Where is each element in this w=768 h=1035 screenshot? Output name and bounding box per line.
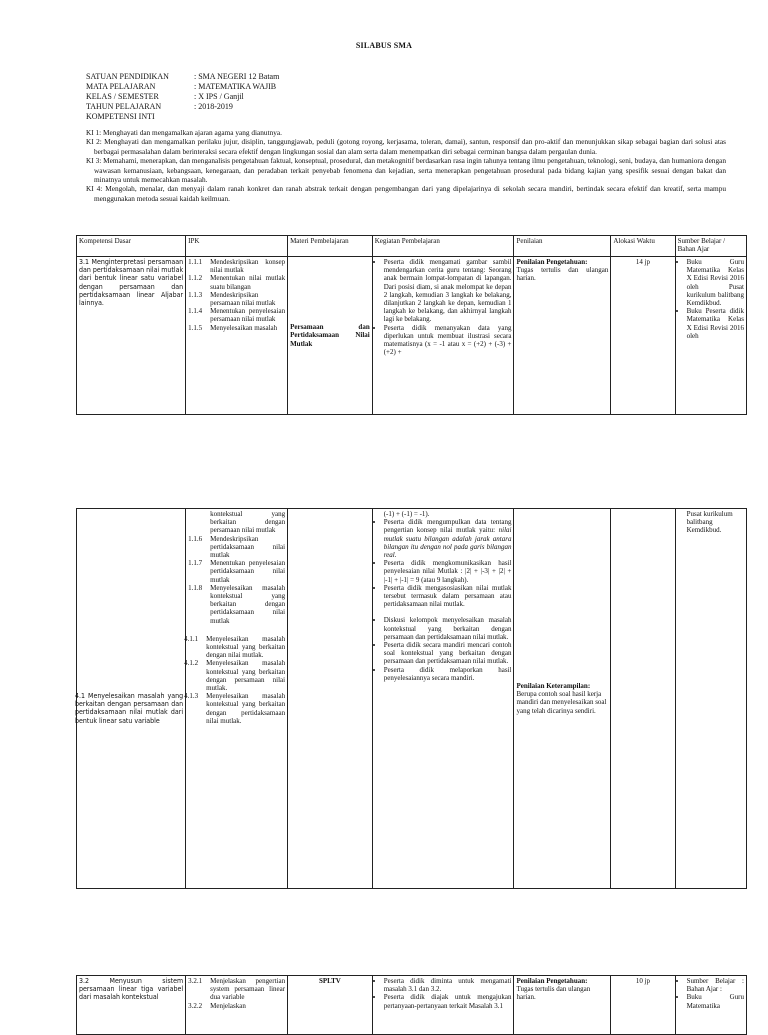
kegiatan-cell: (-1) + (-1) = -1). • Peserta didik mengumpulkan data tentang pengertian konsep nilai mutlak yaitu: nilai mutlak suatu bilangan adalah jarak antara bilangan itu dengan nol pada garis bilangan real. • Peserta didik mengkomunikasikan hasil penyelesaian nilai Mutlak : |2| + |-3| + |2| + |-1| + |-1| = 9 (atau 9 langkah). • Peserta didik mengasosiasikan nilai mutlak tersebut termasuk dalam persamaan atau pertidaksamaan nilai mutlak. • Diskusi kelompok menyelesaikan masalah kontekstual yang berkaitan dengan persamaan dan pertidaksamaan nilai mutlak. • Peserta didik secara mandiri mencari contoh soal kontekstual yang berkaitan dengan persamaan dan pertidaksamaan nilai mutlak. • Peserta didik melaporkan hasil penyelesaiannya secara mandiri.: [372, 509, 514, 889]
ipk-cell: [186, 257, 288, 415]
header-penilaian: Penilaian: [514, 236, 611, 257]
sumber-cell: Pusat kurikulum balitbang Kemdikbud.: [675, 509, 746, 889]
list-item: • Peserta didik diminta untuk mengamati masalah 3.1 dan 3.2.: [384, 977, 512, 993]
list-item: • Peserta didik mengumpulkan data tentang pengertian konsep nilai mutlak yaitu: nilai mutlak suatu bilangan adalah jarak antara bilangan itu dengan nol pada garis bilangan real.: [384, 518, 512, 559]
header-kompetensi-dasar: Kompetensi Dasar: [77, 236, 186, 257]
penilaian-cell: Penilaian Pengetahuan: Tugas tertulis dan ulangan harian.: [514, 976, 611, 1035]
list-item: • Diskusi kelompok menyelesaikan masalah kontekstual yang berkaitan dengan persamaan dan pertidaksamaan nilai mutlak.: [384, 616, 512, 641]
materi-cell: Persamaan dan Pertidaksamaan Nilai Mutlak: [288, 257, 373, 415]
kd-cell: 3.1 Menginterpretasi persamaan dan pertidaksamaan nilai mutlak dari bentuk linear satu variabel dengan persamaan dan pertidaksamaan linear Aljabar lainnya.: [77, 257, 186, 415]
ipk-item: 1.1.2 Menentukan nilai mutlak suatu bilangan: [188, 274, 286, 291]
alokasi-cell: 14 jp: [611, 257, 675, 415]
ipk-item: 1.1.6 Mendeskripsikan pertidaksamaan nilai mutlak: [188, 534, 286, 560]
materi-cell: [288, 509, 373, 889]
ipk-item: 1.1.3 Mendeskripsikan persamaan nilai mutlak: [188, 290, 276, 308]
meta-row: SATUAN PENDIDIKAN : SMA NEGERI 12 Batam: [86, 72, 280, 81]
ipk-item: 1.1.5 Menyelesaikan masalah: [188, 323, 278, 332]
ipk-item: 4.1.1 Menyelesaikan masalah kontekstual yang berkaitan dengan nilai mutlak.: [184, 634, 286, 660]
header-sumber: Sumber Belajar / Bahan Ajar: [675, 236, 746, 257]
list-item: • Peserta didik secara mandiri mencari contoh soal kontekstual yang berkaitan dengan persamaan dan pertidaksamaan nilai mutlak.: [384, 641, 512, 666]
list-item: • Peserta didik menanyakan data yang diperlukan untuk membuat ilustrasi secara matematisnya (x = -1 atau x = (+2) + (-3) + (+2) +: [384, 324, 512, 357]
meta-row: KOMPETENSI INTI: [86, 112, 155, 121]
ipk-item: 1.1.8 Menyelesaikan masalah kontekstual yang berkaitan dengan pertidaksamaan nilai mutlak: [188, 583, 286, 625]
syllabus-table-2: [76, 508, 747, 889]
syllabus-table-1: [76, 235, 747, 415]
list-item: • Peserta didik mengamati gambar sambil mendengarkan cerita guru tentang: Seorang anak bermain lompat-lompatan di lapangan. Dari posisi diam, si anak melompat ke depan 2 langkah, kemudian 3 langkah ke belakang, dilanjutkan 2 langkah ke depan, kemudian 1 langkah ke belakang, dan akhirnyal langkah lagi ke belakang.: [384, 258, 512, 324]
kd-cell: 3.2 Menyusun sistem persamaan linear tiga variabel dari masalah kontekstual: [77, 976, 186, 1035]
penilaian-cell: Penilaian Keterampilan: Berupa contoh soal hasil kerja mandiri dan menyelesaikan soal yang telah dicarinya sendiri.: [514, 509, 611, 889]
meta-row: KELAS / SEMESTER : X IPS / Ganjil: [86, 92, 244, 101]
sumber-cell: [675, 976, 746, 1035]
ki-4: KI 4: Mengolah, menalar, dan menyaji dalam ranah konkret dan ranah abstrak terkait dengan pengembangan dari yang dipelajarinya di sekolah secara mandiri, bertindak secara efektif dan kreatif, serta mampu menggunakan metoda sesuai kaidah keilmuan.: [86, 184, 726, 203]
sumber-cell: [675, 257, 746, 415]
header-alokasi: Alokasi Waktu: [611, 236, 675, 257]
kd-cell: 4.1 Menyelesaikan masalah yang berkaitan dengan persamaan dan pertidaksamaan nilai mutlak dari bentuk linear satu variable: [77, 509, 186, 889]
header-ipk: IPK: [186, 236, 288, 257]
kompetensi-inti-list: [86, 128, 726, 203]
ipk-cell: [186, 976, 288, 1035]
alokasi-cell: 10 jp: [611, 976, 675, 1035]
ipk-cell: kontekstual yang berkaitan dengan persamaan nilai mutlak 1.1.6 Mendeskripsikan pertidaksamaan nilai mutlak 1.1.7 Menentukan penyelesaian pertidaksamaan nilai mutlak 1.1.8 Menyelesaikan masalah kontekstual yang berkaitan dengan pertidaksamaan nilai mutlak 4.1.1 Menyelesaikan masalah kontekstual yang berkaitan dengan nilai mutlak. 4.1.2 Menyelesaikan masalah kontekstual yang berkaitan dengan persamaan nilai mutlak. 4.1.3 Menyelesaikan masalah kontekstual yang berkaitan dengan pertidaksamaan nilai mutlak.: [186, 509, 288, 889]
list-item: • Peserta didik mengkomunikasikan hasil penyelesaian nilai Mutlak : |2| + |-3| + |2| + |-1| + |-1| = 9 (atau 9 langkah).: [384, 559, 512, 584]
penilaian-cell: Penilaian Pengetahuan: Tugas tertulis dan ulangan harian.: [514, 257, 611, 415]
table-header-row: [77, 236, 747, 257]
alokasi-cell: [611, 509, 675, 889]
list-item: • Peserta didik mengasosiasikan nilai mutlak tersebut termasuk dalam persamaan atau pertidaksamaan nilai mutlak.: [384, 584, 512, 609]
list-item: • Sumber Belajar : Bahan Ajar :: [687, 977, 744, 993]
list-item: • Buku Guru Matematika Kelas X Edisi Revisi 2016 oleh Pusat kurikulum balitbang Kemdikbud.: [687, 258, 744, 307]
ipk-item: 3.2.2 Menjelaskan: [188, 1001, 246, 1010]
kegiatan-cell: [372, 976, 514, 1035]
ipk-item: 1.1.1 Mendeskripsikan konsep nilai mutlak: [188, 258, 286, 275]
ipk-item: 4.1.2 Menyelesaikan masalah kontekstual yang berkaitan dengan persamaan nilai mutlak.: [184, 659, 286, 693]
ki-3: KI 3: Memahami, menerapkan, dan menganalisis pengetahuan faktual, konseptual, prosedural, dan metakognitif berdasarkan rasa ingin tahunya tentang ilmu pengetahuan, teknologi, seni, budaya, dan humaniora dengan wawasan kemanusiaan, kebangsaan, kenegaraan, dan peradaban terkait penyebab fenomena dan kejadian, serta menerapkan pengetahuan prosedural pada bidang kajian yang spesifik sesuai dengan bakat dan minatnya untuk memecahkan masalah.: [86, 156, 726, 185]
materi-cell: SPLTV: [288, 976, 373, 1035]
ipk-item: 1.1.4 Menentukan penyelesaian persamaan nilai mutlak: [188, 307, 286, 324]
kegiatan-cell: [372, 257, 514, 415]
document-title: SILABUS SMA: [355, 41, 413, 50]
list-item: • Peserta didik melaporkan hasil penyelesaiannya secara mandiri.: [384, 666, 512, 682]
ki-1: KI 1: Menghayati dan mengamalkan ajaran agama yang dianutnya.: [86, 128, 282, 137]
header-materi: Materi Pembelajaran: [288, 236, 373, 257]
list-item: • Peserta didik diajak untuk mengajukan pertanyaan-pertanyaan terkait Masalah 3.1: [384, 993, 512, 1009]
table-row: [77, 976, 747, 1035]
ipk-item: 4.1.3 Menyelesaikan masalah kontekstual yang berkaitan dengan pertidaksamaan nilai mutlak.: [184, 692, 286, 725]
meta-row: MATA PELAJARAN : MATEMATIKA WAJIB: [86, 82, 277, 91]
identity-block: [86, 72, 279, 122]
table-row: [77, 509, 747, 889]
ki-2: KI 2: Menghayati dan mengamalkan perilaku jujur, disiplin, tanggungjawab, peduli (gotong royong, kerjasama, toleran, damai), santun, responsif dan pro-aktif dan menunjukkan sikap sebagai bagian dari solusi atas berbagai permasalahan dalam berinteraksi secara efektif dengan lingkungan sosial dan alam serta dalam menempatkan diri sebagai cerminan bangsa dalam pergaulan dunia.: [86, 137, 726, 156]
ipk-item: 1.1.7 Menentukan penyelesaian pertidaksamaan nilai mutlak: [188, 559, 286, 584]
header-kegiatan: Kegiatan Pembelajaran: [372, 236, 514, 257]
meta-row: TAHUN PELAJARAN : 2018-2019: [86, 102, 233, 111]
syllabus-table-3: [76, 975, 747, 1035]
list-item: • Buku Guru Matematika: [687, 993, 744, 1009]
ipk-item: 3.2.1 Menjelaskan pengertian system persamaan linear dua variable: [188, 977, 286, 1002]
list-item: • Buku Peserta didik Matematika Kelas X Edisi Revisi 2016 oleh: [687, 307, 744, 340]
table-row: [77, 257, 747, 415]
